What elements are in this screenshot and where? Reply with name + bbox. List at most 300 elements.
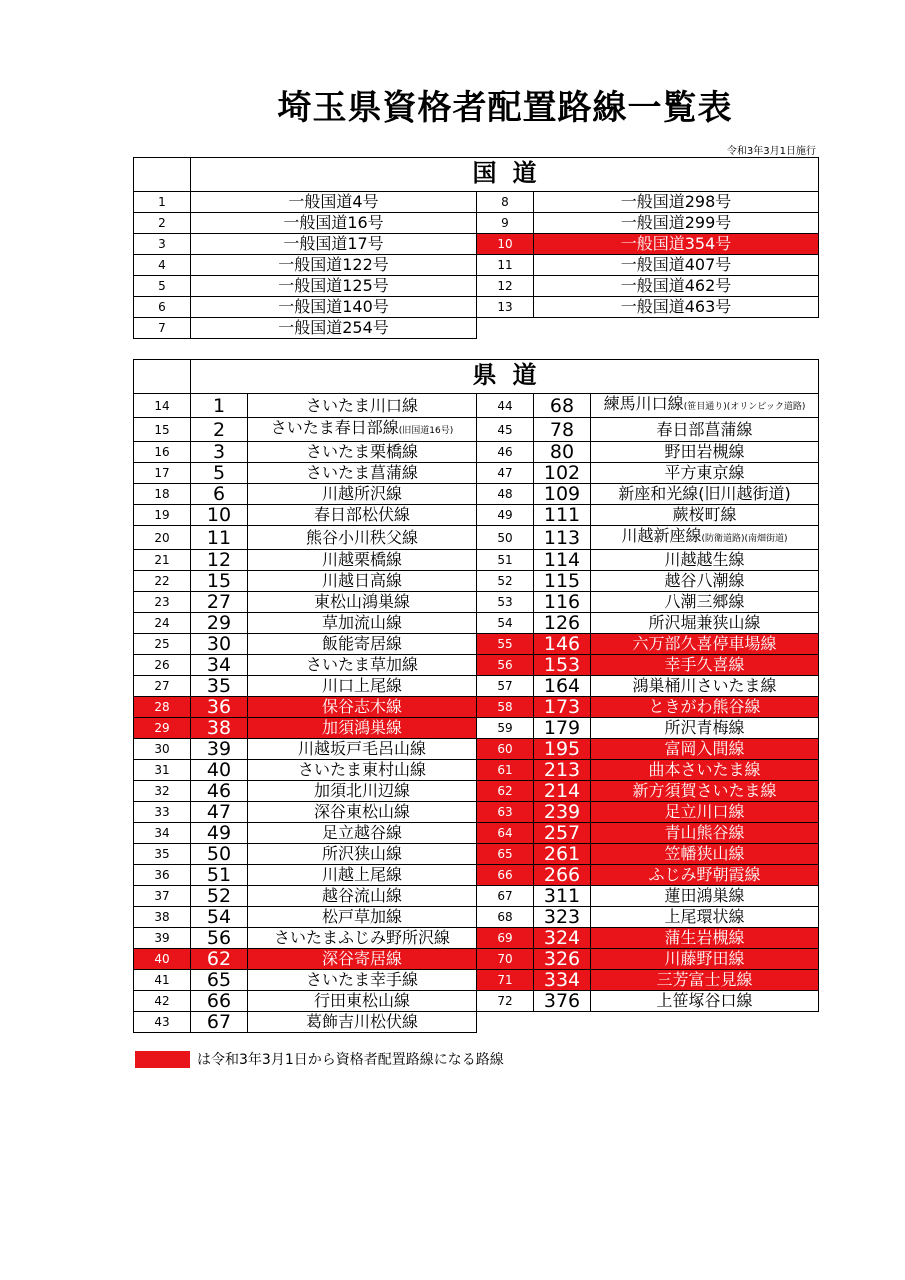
- table-row: [134, 970, 819, 991]
- route-number: 65: [191, 970, 248, 991]
- route-number: 56: [191, 928, 248, 949]
- route-name-text: 新方須賀さいたま線: [632, 781, 777, 800]
- route-name: [248, 823, 477, 844]
- row-index: 62: [477, 781, 534, 802]
- route-name: [591, 760, 819, 781]
- route-name-text: 富岡入間線: [664, 739, 745, 758]
- route-number: 50: [191, 844, 248, 865]
- route-name: [591, 394, 819, 418]
- route-name: [591, 970, 819, 991]
- route-number: 6: [191, 484, 248, 505]
- route-number: 15: [191, 571, 248, 592]
- route-name: [591, 550, 819, 571]
- row-index: 45: [477, 418, 534, 442]
- route-name-text: 川越所沢線: [321, 484, 402, 503]
- route-number: 195: [534, 739, 591, 760]
- route-name: [591, 592, 819, 613]
- row-index: 58: [477, 697, 534, 718]
- route-name: [248, 697, 477, 718]
- route-number: 266: [534, 865, 591, 886]
- row-index: 65: [477, 844, 534, 865]
- route-name-text: 足立川口線: [664, 802, 745, 821]
- route-name: [591, 418, 819, 442]
- route-name: [591, 844, 819, 865]
- route-name: [591, 802, 819, 823]
- route-name: [248, 655, 477, 676]
- table-row: [134, 718, 819, 739]
- route-name-text: 川越日高線: [321, 571, 402, 590]
- route-name: 一般国道462号: [534, 276, 819, 297]
- row-index: 16: [134, 442, 191, 463]
- route-number: 3: [191, 442, 248, 463]
- route-name-text: 平方東京線: [664, 463, 745, 482]
- route-name: [591, 634, 819, 655]
- route-name: 一般国道254号: [191, 318, 477, 339]
- route-name-text: 青山熊谷線: [664, 823, 745, 842]
- route-name-text: 川越新座線: [621, 526, 702, 545]
- route-name: 一般国道4号: [191, 192, 477, 213]
- route-name-text: 加須鴻巣線: [321, 718, 402, 737]
- row-index: 70: [477, 949, 534, 970]
- route-name: [591, 949, 819, 970]
- row-index: 60: [477, 739, 534, 760]
- route-number: 102: [534, 463, 591, 484]
- route-name-text: 飯能寄居線: [321, 634, 402, 653]
- route-number: 54: [191, 907, 248, 928]
- route-number: 34: [191, 655, 248, 676]
- row-index: 43: [134, 1012, 191, 1033]
- route-name-text: 上尾環状線: [664, 907, 745, 926]
- route-number: 5: [191, 463, 248, 484]
- route-name-text: 蓮田鴻巣線: [664, 886, 745, 905]
- empty-cell: [477, 318, 534, 339]
- row-index: 56: [477, 655, 534, 676]
- route-number: 311: [534, 886, 591, 907]
- kokudo-table: [133, 157, 819, 339]
- row-index: 14: [134, 394, 191, 418]
- row-index: 27: [134, 676, 191, 697]
- table-row: [134, 802, 819, 823]
- table-row: [134, 844, 819, 865]
- row-index: 4: [134, 255, 191, 276]
- row-index: 28: [134, 697, 191, 718]
- route-name-text: 深谷寄居線: [321, 949, 402, 968]
- row-index: 59: [477, 718, 534, 739]
- route-name: 一般国道16号: [191, 213, 477, 234]
- route-name-text: 六万部久喜停車場線: [632, 634, 777, 653]
- row-index: 51: [477, 550, 534, 571]
- row-index: 3: [134, 234, 191, 255]
- row-index: 40: [134, 949, 191, 970]
- route-number: 11: [191, 526, 248, 550]
- route-name: [248, 463, 477, 484]
- row-index: 33: [134, 802, 191, 823]
- route-name-text: さいたま菖蒲線: [305, 463, 418, 482]
- route-name-text: 加須北川辺線: [313, 781, 410, 800]
- row-index: 6: [134, 297, 191, 318]
- route-number: 66: [191, 991, 248, 1012]
- route-name-text: 保谷志木線: [321, 697, 402, 716]
- table-row: [134, 1012, 819, 1033]
- route-name: 一般国道125号: [191, 276, 477, 297]
- row-index: 26: [134, 655, 191, 676]
- row-index: 71: [477, 970, 534, 991]
- row-index: 44: [477, 394, 534, 418]
- route-number: 62: [191, 949, 248, 970]
- route-name-text: 野田岩槻線: [664, 442, 745, 461]
- route-name: [248, 442, 477, 463]
- row-index: 2: [134, 213, 191, 234]
- row-index: 20: [134, 526, 191, 550]
- route-name-text: 幸手久喜線: [664, 655, 745, 674]
- route-name: [248, 484, 477, 505]
- route-number: 52: [191, 886, 248, 907]
- route-name: [591, 676, 819, 697]
- route-name-text: 所沢青梅線: [664, 718, 745, 737]
- effective-date: 令和3年3月1日施行: [726, 146, 816, 157]
- table-row: [134, 442, 819, 463]
- legend-swatch: [135, 1051, 190, 1068]
- row-index: 30: [134, 739, 191, 760]
- route-name-text: 深谷東松山線: [313, 802, 410, 821]
- route-number: 113: [534, 526, 591, 550]
- route-number: 30: [191, 634, 248, 655]
- route-name-text: 川越坂戸毛呂山線: [297, 739, 426, 758]
- route-name-text: 蒲生岩槻線: [664, 928, 745, 947]
- empty-cell: [477, 1012, 534, 1033]
- kokudo-header-row: [134, 158, 819, 192]
- route-number: 146: [534, 634, 591, 655]
- route-number: 239: [534, 802, 591, 823]
- route-number: 68: [534, 394, 591, 418]
- route-number: 39: [191, 739, 248, 760]
- row-index: 37: [134, 886, 191, 907]
- row-index: 54: [477, 613, 534, 634]
- row-index: 67: [477, 886, 534, 907]
- route-number: 164: [534, 676, 591, 697]
- row-index: 10: [477, 234, 534, 255]
- route-number: 51: [191, 865, 248, 886]
- route-name-text: 川越越生線: [664, 550, 745, 569]
- route-name: 一般国道122号: [191, 255, 477, 276]
- route-number: 29: [191, 613, 248, 634]
- row-index: 63: [477, 802, 534, 823]
- route-name: [248, 718, 477, 739]
- table-row: [134, 865, 819, 886]
- table-row: [134, 928, 819, 949]
- route-name-text: 新座和光線(旧川越街道): [618, 484, 791, 503]
- table-row: [134, 550, 819, 571]
- kokudo-header-blank: [134, 158, 191, 192]
- route-note: (笹目通り)(オリンピック道路): [683, 402, 806, 412]
- route-name-text: 行田東松山線: [313, 991, 410, 1010]
- kendo-header-blank: [134, 360, 191, 394]
- empty-cell: [591, 1012, 819, 1033]
- route-name-text: 春日部松伏線: [313, 505, 410, 524]
- route-name: [248, 526, 477, 550]
- route-name-text: 春日部菖蒲線: [656, 419, 753, 439]
- row-index: 49: [477, 505, 534, 526]
- route-name: [248, 571, 477, 592]
- route-name-text: 越谷流山線: [321, 886, 402, 905]
- row-index: 29: [134, 718, 191, 739]
- route-number: 116: [534, 592, 591, 613]
- route-name: [248, 949, 477, 970]
- route-name: [591, 505, 819, 526]
- route-name-text: さいたま草加線: [305, 655, 418, 674]
- route-number: 78: [534, 418, 591, 442]
- route-name-text: 上笹塚谷口線: [656, 991, 753, 1010]
- table-row: [134, 276, 819, 297]
- kendo-header-row: [134, 360, 819, 394]
- row-index: 31: [134, 760, 191, 781]
- row-index: 32: [134, 781, 191, 802]
- table-row: [134, 613, 819, 634]
- table-row: [134, 655, 819, 676]
- route-name: [248, 760, 477, 781]
- table-row: [134, 255, 819, 276]
- route-name-text: 川口上尾線: [321, 676, 402, 695]
- route-name: [591, 655, 819, 676]
- route-number: 1: [191, 394, 248, 418]
- table-row: [134, 592, 819, 613]
- route-name: [591, 697, 819, 718]
- table-row: [134, 823, 819, 844]
- route-name-text: 熊谷小川秩父線: [305, 527, 418, 547]
- route-number: 67: [191, 1012, 248, 1033]
- route-name: [248, 550, 477, 571]
- row-index: 41: [134, 970, 191, 991]
- route-name: [248, 1012, 477, 1033]
- route-name-text: 蕨桜町線: [672, 505, 737, 524]
- route-number: 334: [534, 970, 591, 991]
- route-name: [591, 442, 819, 463]
- row-index: 35: [134, 844, 191, 865]
- route-number: 376: [534, 991, 591, 1012]
- route-name-text: 鴻巣桶川さいたま線: [632, 676, 777, 695]
- route-name: [248, 505, 477, 526]
- route-name: [591, 886, 819, 907]
- table-row: [134, 484, 819, 505]
- row-index: 13: [477, 297, 534, 318]
- route-name: [248, 613, 477, 634]
- row-index: 25: [134, 634, 191, 655]
- route-name: [591, 484, 819, 505]
- route-name: [248, 886, 477, 907]
- route-number: 179: [534, 718, 591, 739]
- route-name: 一般国道17号: [191, 234, 477, 255]
- route-name: [248, 394, 477, 418]
- route-name-text: 松戸草加線: [321, 907, 402, 926]
- legend-text: は令和3年3月1日から資格者配置路線になる路線: [197, 1052, 504, 1068]
- route-name: [248, 865, 477, 886]
- route-number: 27: [191, 592, 248, 613]
- row-index: 38: [134, 907, 191, 928]
- route-number: 114: [534, 550, 591, 571]
- row-index: 66: [477, 865, 534, 886]
- row-index: 12: [477, 276, 534, 297]
- row-index: 36: [134, 865, 191, 886]
- route-name: 一般国道140号: [191, 297, 477, 318]
- route-name: [248, 928, 477, 949]
- route-name: [248, 634, 477, 655]
- row-index: 9: [477, 213, 534, 234]
- route-name-text: 足立越谷線: [321, 823, 402, 842]
- table-row: [134, 676, 819, 697]
- table-row: [134, 418, 819, 442]
- table-row: [134, 463, 819, 484]
- row-index: 42: [134, 991, 191, 1012]
- route-name: 一般国道299号: [534, 213, 819, 234]
- route-number: 47: [191, 802, 248, 823]
- route-name: [591, 613, 819, 634]
- row-index: 1: [134, 192, 191, 213]
- table-row: [134, 213, 819, 234]
- table-row: [134, 505, 819, 526]
- route-name: [591, 907, 819, 928]
- route-note: (防衛道路)(南畑街道): [701, 534, 788, 544]
- route-name-text: 川越上尾線: [321, 865, 402, 884]
- route-name: [591, 571, 819, 592]
- route-name-text: 笠幡狭山線: [664, 844, 745, 863]
- row-index: 34: [134, 823, 191, 844]
- row-index: 19: [134, 505, 191, 526]
- route-name-text: さいたまふじみ野所沢線: [273, 928, 450, 947]
- row-index: 68: [477, 907, 534, 928]
- route-number: 257: [534, 823, 591, 844]
- empty-cell: [534, 1012, 591, 1033]
- kendo-header-label: 県道: [472, 361, 553, 389]
- route-note: (旧国道16号): [398, 426, 454, 436]
- empty-cell: [534, 318, 819, 339]
- route-name: [591, 823, 819, 844]
- route-number: 173: [534, 697, 591, 718]
- route-name: [591, 991, 819, 1012]
- table-row: [134, 526, 819, 550]
- table-row: [134, 781, 819, 802]
- row-index: 47: [477, 463, 534, 484]
- row-index: 21: [134, 550, 191, 571]
- row-index: 55: [477, 634, 534, 655]
- kokudo-header: [191, 158, 819, 192]
- row-index: 50: [477, 526, 534, 550]
- route-name-text: 三芳富士見線: [656, 970, 753, 989]
- row-index: 46: [477, 442, 534, 463]
- table-row: [134, 571, 819, 592]
- row-index: 24: [134, 613, 191, 634]
- route-name-text: 川藤野田線: [664, 949, 745, 968]
- route-name: [248, 970, 477, 991]
- route-name-text: ふじみ野朝霞線: [648, 865, 761, 884]
- route-name: [248, 418, 477, 442]
- table-row: [134, 991, 819, 1012]
- route-number: 36: [191, 697, 248, 718]
- route-number: 40: [191, 760, 248, 781]
- route-name: [591, 463, 819, 484]
- table-row: [134, 907, 819, 928]
- route-name-text: さいたま春日部線: [270, 418, 399, 437]
- row-index: 69: [477, 928, 534, 949]
- table-row: [134, 886, 819, 907]
- route-name-text: 練馬川口線: [603, 394, 684, 413]
- table-row: [134, 697, 819, 718]
- table-row: [134, 760, 819, 781]
- kendo-table: [133, 359, 819, 1033]
- route-name: [248, 802, 477, 823]
- route-name-text: 所沢堀兼狭山線: [648, 613, 761, 632]
- route-name: [248, 844, 477, 865]
- route-name-text: 所沢狭山線: [321, 844, 402, 863]
- route-number: 115: [534, 571, 591, 592]
- route-name: 一般国道407号: [534, 255, 819, 276]
- page-title: 埼玉県資格者配置路線一覧表: [277, 88, 733, 128]
- route-number: 324: [534, 928, 591, 949]
- route-name-text: さいたま川口線: [305, 395, 418, 415]
- route-number: 46: [191, 781, 248, 802]
- route-name-text: 八潮三郷線: [664, 592, 745, 611]
- row-index: 57: [477, 676, 534, 697]
- route-name: [591, 739, 819, 760]
- route-number: 214: [534, 781, 591, 802]
- route-name-text: ときがわ熊谷線: [648, 697, 761, 716]
- row-index: 18: [134, 484, 191, 505]
- kokudo-header-label: 国道: [472, 159, 553, 187]
- row-index: 61: [477, 760, 534, 781]
- route-name: [248, 676, 477, 697]
- route-number: 12: [191, 550, 248, 571]
- row-index: 72: [477, 991, 534, 1012]
- row-index: 52: [477, 571, 534, 592]
- table-row: [134, 949, 819, 970]
- route-name: 一般国道354号: [534, 234, 819, 255]
- row-index: 48: [477, 484, 534, 505]
- route-number: 326: [534, 949, 591, 970]
- route-name: [591, 781, 819, 802]
- row-index: 5: [134, 276, 191, 297]
- route-number: 49: [191, 823, 248, 844]
- route-name: [591, 928, 819, 949]
- route-name: [248, 592, 477, 613]
- table-row: [134, 634, 819, 655]
- route-number: 38: [191, 718, 248, 739]
- route-number: 10: [191, 505, 248, 526]
- route-name-text: 越谷八潮線: [664, 571, 745, 590]
- row-index: 23: [134, 592, 191, 613]
- table-row: [134, 318, 819, 339]
- row-index: 8: [477, 192, 534, 213]
- row-index: 22: [134, 571, 191, 592]
- route-name-text: 草加流山線: [321, 613, 402, 632]
- route-name-text: 曲本さいたま線: [648, 760, 761, 779]
- route-name: [248, 907, 477, 928]
- route-name: [248, 781, 477, 802]
- route-number: 111: [534, 505, 591, 526]
- route-name-text: 葛飾吉川松伏線: [305, 1012, 418, 1031]
- row-index: 15: [134, 418, 191, 442]
- table-row: [134, 234, 819, 255]
- route-number: 153: [534, 655, 591, 676]
- route-name: 一般国道463号: [534, 297, 819, 318]
- table-row: [134, 297, 819, 318]
- route-number: 126: [534, 613, 591, 634]
- route-name-text: 川越栗橋線: [321, 550, 402, 569]
- route-name-text: さいたま東村山線: [297, 760, 426, 779]
- row-index: 17: [134, 463, 191, 484]
- route-name: [591, 526, 819, 550]
- route-name: [591, 718, 819, 739]
- route-name: 一般国道298号: [534, 192, 819, 213]
- table-row: [134, 394, 819, 418]
